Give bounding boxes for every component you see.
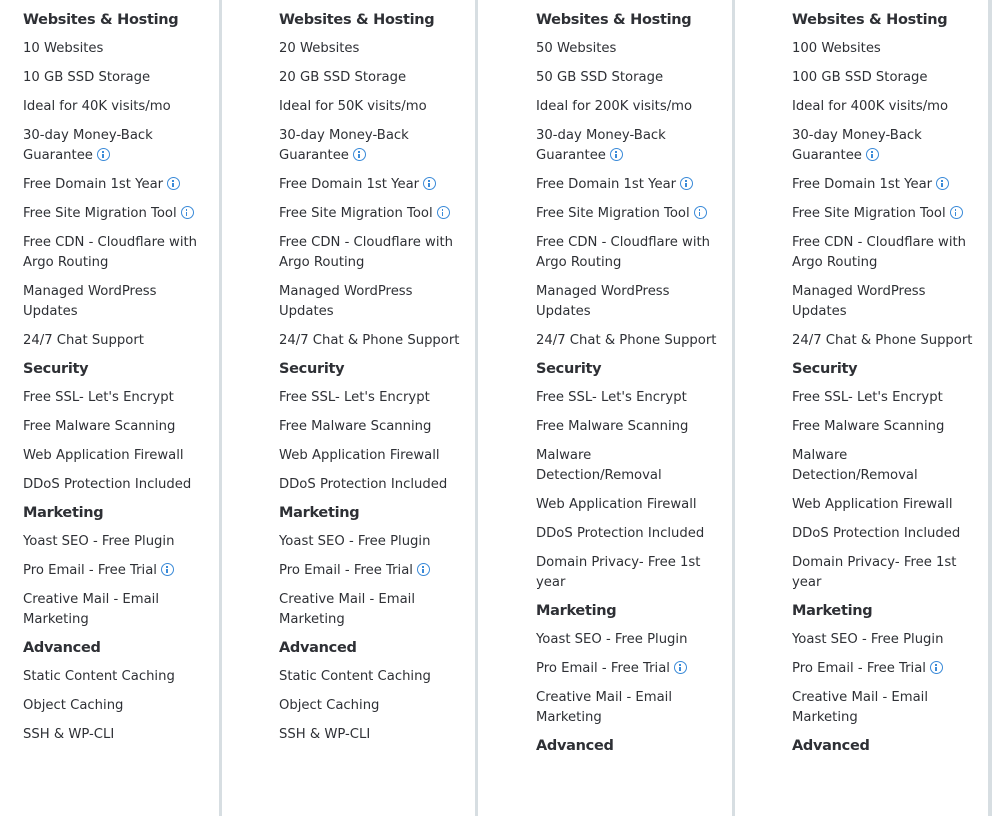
feature-label: Ideal for 40K visits/mo <box>23 99 171 114</box>
feature-text <box>792 175 949 195</box>
feature-text <box>792 126 922 146</box>
feature-text <box>536 282 670 302</box>
feature-label: 50 GB SSD Storage <box>536 70 664 85</box>
feature-text <box>279 68 406 88</box>
section-heading: Marketing <box>23 505 104 521</box>
info-circle-icon[interactable] <box>930 661 943 674</box>
feature-text <box>279 667 431 687</box>
feature-item <box>536 39 616 59</box>
feature-item <box>279 175 436 195</box>
feature-item <box>536 524 704 544</box>
feature-label: Web Application Firewall <box>23 448 184 463</box>
feature-item <box>23 725 114 745</box>
feature-label: Argo Routing <box>536 255 622 270</box>
plan-column-3 <box>536 0 732 816</box>
feature-text <box>792 524 960 544</box>
feature-text <box>536 204 707 224</box>
feature-item <box>279 282 413 322</box>
section-heading: Advanced <box>279 640 357 656</box>
info-circle-icon[interactable] <box>950 206 963 219</box>
feature-text <box>792 68 928 88</box>
feature-label: 30-day Money-Back <box>792 128 922 143</box>
feature-label: Free SSL- Let's Encrypt <box>279 390 430 405</box>
feature-item <box>792 388 943 408</box>
feature-text <box>792 573 956 593</box>
feature-item <box>23 590 159 630</box>
feature-label: Free Domain 1st Year <box>792 177 933 192</box>
section-heading: Security <box>23 361 89 377</box>
section-heading: Websites & Hosting <box>23 12 179 28</box>
feature-label: Pro Email - Free Trial <box>536 661 670 676</box>
feature-text <box>23 475 191 495</box>
feature-label: Free SSL- Let's Encrypt <box>536 390 687 405</box>
feature-label: 100 Websites <box>792 41 881 56</box>
section-heading: Security <box>792 361 858 377</box>
feature-text <box>23 610 159 630</box>
info-circle-icon[interactable] <box>866 148 879 161</box>
feature-label: 30-day Money-Back <box>23 128 153 143</box>
feature-label: 100 GB SSD Storage <box>792 70 928 85</box>
feature-label: Free Site Migration Tool <box>792 206 946 221</box>
feature-text <box>536 302 670 322</box>
feature-text <box>279 204 450 224</box>
feature-item <box>23 417 175 437</box>
feature-item <box>23 282 157 322</box>
feature-text <box>792 253 966 273</box>
feature-item <box>536 282 670 322</box>
feature-label: Free Site Migration Tool <box>279 206 433 221</box>
feature-label: 24/7 Chat & Phone Support <box>279 333 460 348</box>
feature-item <box>279 204 450 224</box>
feature-text <box>792 331 972 351</box>
feature-item <box>536 175 693 195</box>
feature-text <box>279 233 453 253</box>
feature-label: Pro Email - Free Trial <box>792 661 926 676</box>
feature-label: 24/7 Chat & Phone Support <box>536 333 717 348</box>
feature-text <box>536 659 687 679</box>
feature-label: Free SSL- Let's Encrypt <box>792 390 943 405</box>
feature-label: Guarantee <box>536 148 606 163</box>
info-circle-icon[interactable] <box>680 177 693 190</box>
feature-label: Argo Routing <box>792 255 878 270</box>
feature-item <box>536 388 687 408</box>
feature-text <box>536 39 616 59</box>
feature-text <box>23 175 180 195</box>
feature-item <box>536 331 716 351</box>
feature-text <box>536 253 710 273</box>
feature-label: Updates <box>279 304 334 319</box>
feature-label: Creative Mail - Email <box>279 592 415 607</box>
feature-text <box>792 688 928 708</box>
feature-item <box>792 524 960 544</box>
info-circle-icon[interactable] <box>423 177 436 190</box>
feature-item <box>792 97 948 117</box>
feature-label: 30-day Money-Back <box>536 128 666 143</box>
feature-item <box>536 553 700 593</box>
feature-text <box>279 610 415 630</box>
feature-label: Marketing <box>279 612 345 627</box>
feature-text <box>279 282 413 302</box>
feature-label: year <box>536 575 566 590</box>
feature-text <box>279 446 440 466</box>
feature-label: 24/7 Chat Support <box>23 333 144 348</box>
feature-text <box>23 446 184 466</box>
feature-item <box>23 68 150 88</box>
feature-text <box>792 466 918 486</box>
feature-item <box>536 659 687 679</box>
info-circle-icon[interactable] <box>97 148 110 161</box>
feature-label: Web Application Firewall <box>792 497 953 512</box>
feature-text <box>536 573 700 593</box>
feature-item <box>23 233 197 273</box>
feature-text <box>536 97 692 117</box>
info-circle-icon[interactable] <box>417 563 430 576</box>
feature-label: Marketing <box>23 612 89 627</box>
feature-label: Updates <box>536 304 591 319</box>
section-heading: Security <box>279 361 345 377</box>
section-heading: Websites & Hosting <box>279 12 435 28</box>
feature-label: 24/7 Chat & Phone Support <box>792 333 973 348</box>
feature-label: Free Domain 1st Year <box>279 177 420 192</box>
feature-item <box>536 417 688 437</box>
feature-text <box>23 97 171 117</box>
feature-label: Yoast SEO - Free Plugin <box>536 632 688 647</box>
feature-label: Free SSL- Let's Encrypt <box>23 390 174 405</box>
info-circle-icon[interactable] <box>181 206 194 219</box>
section-heading: Advanced <box>23 640 101 656</box>
feature-item <box>23 39 103 59</box>
feature-label: Creative Mail - Email <box>792 690 928 705</box>
feature-text <box>536 388 687 408</box>
feature-text <box>279 696 379 716</box>
feature-item <box>792 126 922 166</box>
feature-item <box>792 553 956 593</box>
feature-item <box>536 495 697 515</box>
feature-label: Updates <box>23 304 78 319</box>
feature-text <box>279 126 409 146</box>
feature-label: Updates <box>792 304 847 319</box>
feature-item <box>792 331 972 351</box>
feature-item <box>23 667 175 687</box>
feature-item <box>792 204 963 224</box>
feature-text <box>23 667 175 687</box>
feature-text <box>23 253 197 273</box>
feature-item <box>279 446 440 466</box>
feature-label: Yoast SEO - Free Plugin <box>792 632 944 647</box>
feature-item <box>279 475 447 495</box>
feature-label: Free Domain 1st Year <box>536 177 677 192</box>
feature-label: Free Domain 1st Year <box>23 177 164 192</box>
feature-label: DDoS Protection Included <box>792 526 961 541</box>
section-heading: Websites & Hosting <box>792 12 948 28</box>
info-circle-icon[interactable] <box>674 661 687 674</box>
feature-text <box>792 630 943 650</box>
feature-text <box>279 331 459 351</box>
feature-text <box>792 388 943 408</box>
feature-item <box>792 630 943 650</box>
feature-label: Pro Email - Free Trial <box>279 563 413 578</box>
feature-label: 50 Websites <box>536 41 617 56</box>
feature-text <box>792 708 928 728</box>
feature-item <box>23 126 153 166</box>
feature-label: 20 GB SSD Storage <box>279 70 407 85</box>
feature-label: Managed WordPress <box>279 284 413 299</box>
feature-item <box>536 68 663 88</box>
feature-item <box>23 475 191 495</box>
feature-text <box>279 725 370 745</box>
feature-item <box>536 97 692 117</box>
feature-label: Ideal for 400K visits/mo <box>792 99 949 114</box>
plan-column-2 <box>279 0 475 816</box>
section-heading: Marketing <box>536 603 617 619</box>
feature-item <box>23 561 174 581</box>
feature-label: DDoS Protection Included <box>23 477 192 492</box>
feature-text <box>279 590 415 610</box>
feature-text <box>536 688 672 708</box>
feature-label: Detection/Removal <box>536 468 662 483</box>
plan-column-4 <box>792 0 988 816</box>
feature-text <box>536 630 687 650</box>
feature-label: Guarantee <box>792 148 862 163</box>
feature-text <box>23 68 150 88</box>
feature-text <box>536 446 662 466</box>
feature-item <box>279 667 431 687</box>
feature-label: Domain Privacy- Free 1st <box>536 555 701 570</box>
feature-item <box>279 417 431 437</box>
feature-label: Free CDN - Cloudflare with <box>279 235 454 250</box>
feature-text <box>279 561 430 581</box>
feature-item <box>536 233 710 273</box>
feature-label: DDoS Protection Included <box>536 526 705 541</box>
feature-item <box>279 388 430 408</box>
feature-text <box>23 388 174 408</box>
feature-item <box>279 561 430 581</box>
feature-text <box>792 446 918 466</box>
feature-text <box>536 417 688 437</box>
feature-text <box>792 302 926 322</box>
feature-text <box>279 253 453 273</box>
feature-label: SSH & WP-CLI <box>23 727 115 742</box>
feature-text <box>23 331 144 351</box>
feature-item <box>279 590 415 630</box>
feature-text <box>792 495 953 515</box>
feature-item <box>279 126 409 166</box>
info-circle-icon[interactable] <box>936 177 949 190</box>
feature-label: Marketing <box>792 710 858 725</box>
feature-item <box>536 630 687 650</box>
feature-label: Managed WordPress <box>792 284 926 299</box>
feature-text <box>23 561 174 581</box>
section-heading: Marketing <box>792 603 873 619</box>
feature-text <box>23 126 153 146</box>
feature-label: SSH & WP-CLI <box>279 727 371 742</box>
feature-text <box>536 524 704 544</box>
feature-label: 10 Websites <box>23 41 104 56</box>
feature-label: Static Content Caching <box>23 669 175 684</box>
feature-label: Pro Email - Free Trial <box>23 563 157 578</box>
feature-text <box>23 590 159 610</box>
info-circle-icon[interactable] <box>161 563 174 576</box>
feature-label: Guarantee <box>23 148 93 163</box>
feature-item <box>23 204 194 224</box>
feature-label: Object Caching <box>23 698 124 713</box>
feature-item <box>536 688 672 728</box>
feature-text <box>536 331 716 351</box>
feature-label: Yoast SEO - Free Plugin <box>279 534 431 549</box>
info-circle-icon[interactable] <box>610 148 623 161</box>
feature-label: Static Content Caching <box>279 669 431 684</box>
feature-label: Free Site Migration Tool <box>536 206 690 221</box>
feature-label: Free Site Migration Tool <box>23 206 177 221</box>
feature-text <box>792 97 948 117</box>
feature-item <box>792 175 949 195</box>
feature-label: Free CDN - Cloudflare with <box>792 235 967 250</box>
feature-label: Web Application Firewall <box>279 448 440 463</box>
feature-label: Ideal for 200K visits/mo <box>536 99 693 114</box>
feature-text <box>792 233 966 253</box>
feature-text <box>23 233 197 253</box>
feature-text <box>536 175 693 195</box>
section-heading: Security <box>536 361 602 377</box>
feature-item <box>23 388 174 408</box>
feature-text <box>23 532 174 552</box>
feature-item <box>279 39 359 59</box>
feature-text <box>792 204 963 224</box>
feature-text <box>792 659 943 679</box>
feature-label: Argo Routing <box>23 255 109 270</box>
feature-text <box>792 282 926 302</box>
feature-label: Malware <box>792 448 848 463</box>
section-heading: Advanced <box>792 738 870 754</box>
feature-item <box>279 68 406 88</box>
feature-text <box>536 495 697 515</box>
feature-text <box>23 302 157 322</box>
feature-label: year <box>792 575 822 590</box>
feature-label: Guarantee <box>279 148 349 163</box>
feature-label: 30-day Money-Back <box>279 128 409 143</box>
feature-text <box>536 553 700 573</box>
section-heading: Advanced <box>536 738 614 754</box>
feature-item <box>536 126 666 166</box>
feature-text <box>23 725 114 745</box>
feature-item <box>279 233 453 273</box>
feature-item <box>536 446 662 486</box>
feature-item <box>279 97 427 117</box>
feature-text <box>23 204 194 224</box>
feature-label: Detection/Removal <box>792 468 918 483</box>
feature-text <box>536 466 662 486</box>
feature-text <box>536 708 672 728</box>
feature-label: Free Malware Scanning <box>23 419 176 434</box>
feature-text <box>792 146 922 166</box>
section-heading: Websites & Hosting <box>536 12 692 28</box>
plan-column-1 <box>23 0 219 816</box>
feature-item <box>279 331 459 351</box>
feature-label: Malware <box>536 448 592 463</box>
feature-item <box>279 696 379 716</box>
feature-item <box>23 97 171 117</box>
feature-text <box>279 302 413 322</box>
feature-label: Free CDN - Cloudflare with <box>536 235 711 250</box>
feature-text <box>279 388 430 408</box>
feature-label: Free Malware Scanning <box>536 419 689 434</box>
feature-text <box>279 146 409 166</box>
feature-label: Domain Privacy- Free 1st <box>792 555 957 570</box>
feature-item <box>792 39 881 59</box>
feature-text <box>23 696 123 716</box>
feature-item <box>279 725 370 745</box>
info-circle-icon[interactable] <box>437 206 450 219</box>
feature-item <box>792 417 944 437</box>
feature-item <box>792 282 926 322</box>
info-circle-icon[interactable] <box>694 206 707 219</box>
section-heading: Marketing <box>279 505 360 521</box>
info-circle-icon[interactable] <box>353 148 366 161</box>
feature-text <box>792 39 881 59</box>
feature-item <box>23 331 144 351</box>
feature-item <box>279 532 430 552</box>
feature-label: 20 Websites <box>279 41 360 56</box>
feature-text <box>536 146 666 166</box>
feature-label: Ideal for 50K visits/mo <box>279 99 427 114</box>
feature-text <box>279 97 427 117</box>
feature-label: Marketing <box>536 710 602 725</box>
feature-text <box>792 417 944 437</box>
feature-text <box>279 475 447 495</box>
feature-label: Creative Mail - Email <box>23 592 159 607</box>
feature-label: 10 GB SSD Storage <box>23 70 151 85</box>
feature-label: DDoS Protection Included <box>279 477 448 492</box>
feature-item <box>23 532 174 552</box>
feature-item <box>792 233 966 273</box>
feature-item <box>792 659 943 679</box>
feature-item <box>23 175 180 195</box>
feature-text <box>279 175 436 195</box>
feature-item <box>23 696 123 716</box>
feature-item <box>792 688 928 728</box>
feature-text <box>792 553 956 573</box>
feature-text <box>279 417 431 437</box>
feature-text <box>23 146 153 166</box>
feature-label: Web Application Firewall <box>536 497 697 512</box>
feature-text <box>279 532 430 552</box>
feature-item <box>23 446 184 466</box>
feature-text <box>23 282 157 302</box>
feature-label: Creative Mail - Email <box>536 690 672 705</box>
feature-label: Managed WordPress <box>536 284 670 299</box>
feature-label: Yoast SEO - Free Plugin <box>23 534 175 549</box>
feature-text <box>536 126 666 146</box>
feature-item <box>792 446 918 486</box>
feature-item <box>792 495 953 515</box>
feature-text <box>536 68 663 88</box>
feature-text <box>23 39 103 59</box>
feature-label: Free CDN - Cloudflare with <box>23 235 198 250</box>
feature-label: Free Malware Scanning <box>792 419 945 434</box>
feature-label: Free Malware Scanning <box>279 419 432 434</box>
feature-item <box>792 68 928 88</box>
feature-label: Object Caching <box>279 698 380 713</box>
feature-text <box>23 417 175 437</box>
feature-text <box>536 233 710 253</box>
info-circle-icon[interactable] <box>167 177 180 190</box>
feature-label: Argo Routing <box>279 255 365 270</box>
feature-item <box>536 204 707 224</box>
feature-label: Managed WordPress <box>23 284 157 299</box>
feature-text <box>279 39 359 59</box>
